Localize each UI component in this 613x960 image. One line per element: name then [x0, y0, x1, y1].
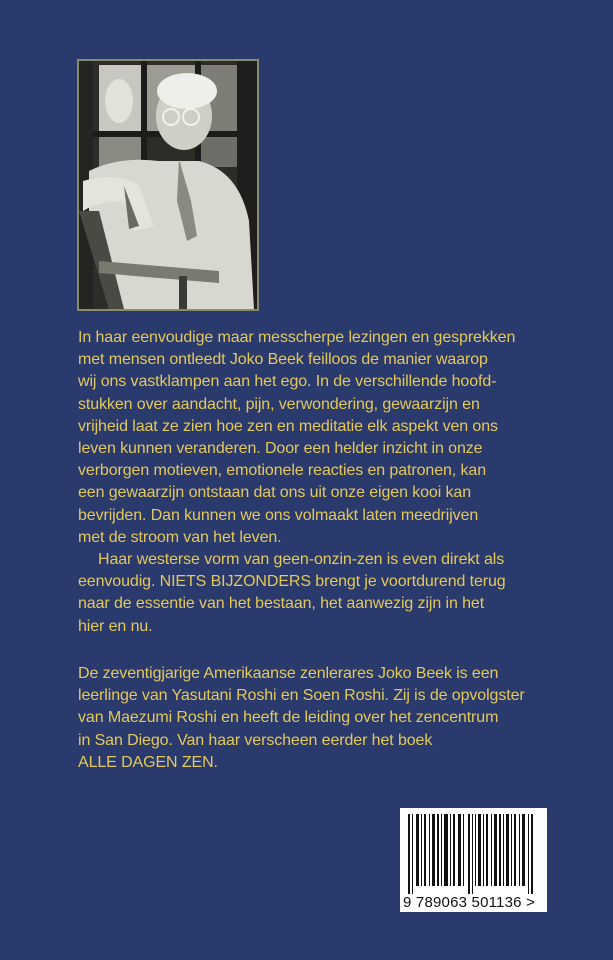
- bio-line: in San Diego. Van haar verscheen eerder het boek: [78, 731, 433, 749]
- blurb-line: met de stroom van het leven.: [78, 528, 282, 546]
- author-photo: [77, 59, 259, 311]
- blurb-line: hier en nu.: [78, 617, 153, 635]
- blurb-line: vrijheid laat ze zien hoe zen en meditatie elk aspekt ven ons: [78, 417, 498, 435]
- bio-line: van Maezumi Roshi en heeft de leiding over het zencentrum: [78, 709, 499, 727]
- bio-line: ALLE DAGEN ZEN.: [78, 753, 218, 771]
- blurb-line: met mensen ontleedt Joko Beek feilloos de manier waarop: [78, 351, 488, 369]
- blurb-line: wij ons vastklampen aan het ego. In de verschillende hoofd-: [78, 373, 497, 391]
- blurb-line: een gewaarzijn ontstaan dat ons uit onze eigen kooi kan: [78, 484, 472, 502]
- blurb-line: leven kunnen veranderen. Door een helder inzicht in onze: [78, 440, 483, 458]
- blurb-line: In haar eenvoudige maar messcherpe lezingen en gesprekken: [78, 329, 516, 346]
- blurb-line: eenvoudig. NIETS BIJZONDERS brengt je voortdurend terug: [78, 573, 506, 591]
- author-portrait-image: [79, 61, 257, 309]
- barcode-bars-icon: [408, 814, 538, 894]
- blurb-line: stukken over aandacht, pijn, verwondering, gewaarzijn en: [78, 395, 480, 413]
- blurb-text: [78, 327, 558, 638]
- blurb-line: bevrijden. Dan kunnen we ons volmaakt laten meedrijven: [78, 506, 479, 524]
- isbn-number: 9 789063 501136 >: [403, 894, 535, 911]
- bio-line: leerlinge van Yasutani Roshi en Soen Roshi. Zij is de opvolgster: [78, 687, 525, 705]
- blurb-line: Haar westerse vorm van geen-onzin-zen is even direkt als: [98, 551, 505, 569]
- blurb-line: naar de essentie van het bestaan, het aanwezig zijn in het: [78, 595, 485, 613]
- isbn-barcode: [400, 808, 547, 912]
- author-bio-text: [78, 663, 558, 774]
- blurb-line: verborgen motieven, emotionele reacties en patronen, kan: [78, 462, 486, 480]
- bio-line: De zeventigjarige Amerikaanse zenlerares Joko Beek is een: [78, 665, 499, 682]
